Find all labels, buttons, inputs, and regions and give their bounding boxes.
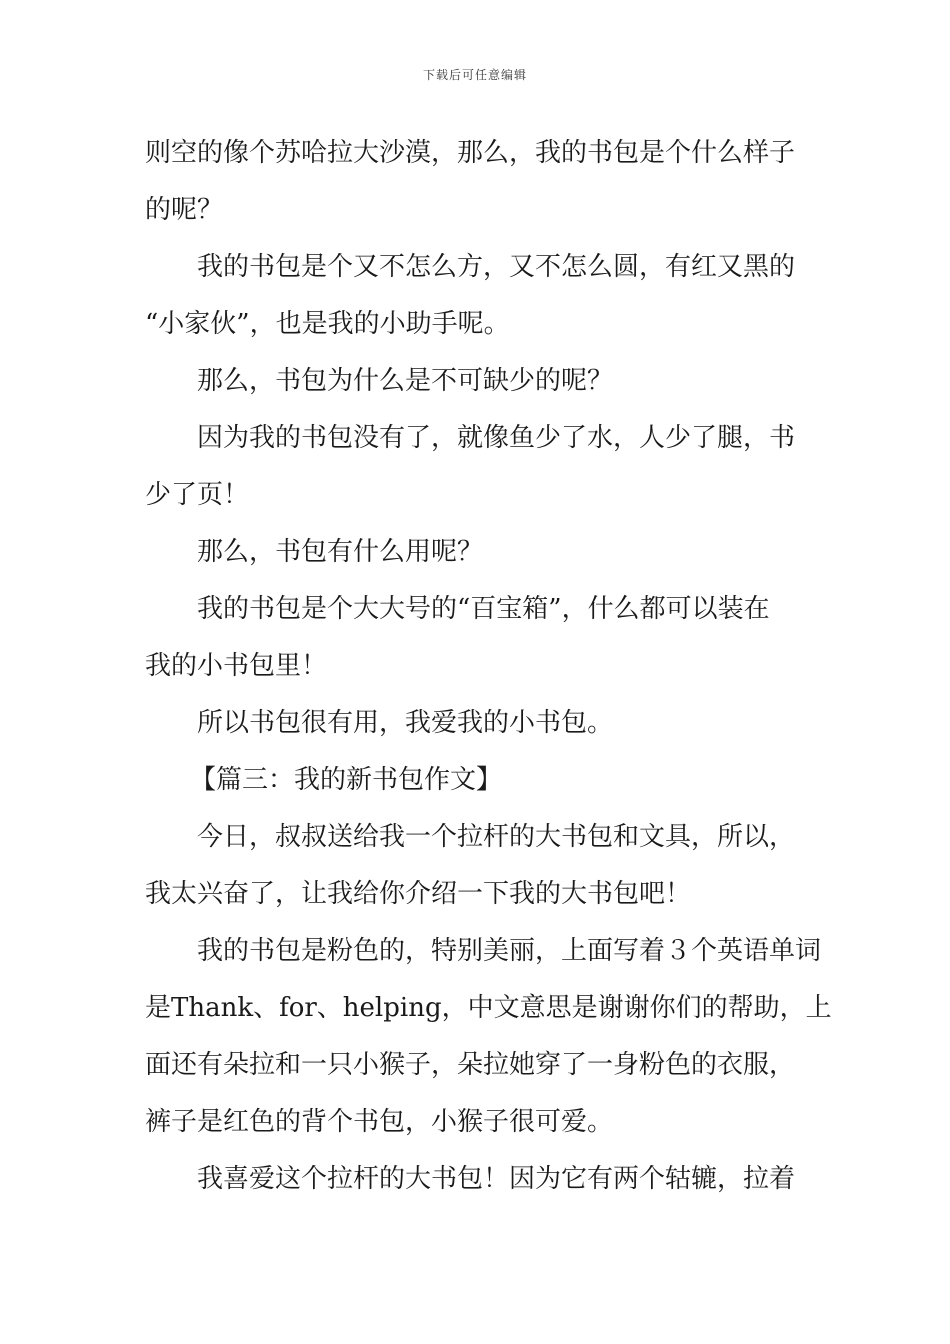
text-line: 那么，书包为什么是不可缺少的呢？ <box>197 366 614 396</box>
text-line: 的呢？ <box>145 195 224 225</box>
header-note: 下载后可任意编辑 <box>422 68 527 82</box>
section-heading: 【篇三：我的新书包作文】 <box>190 765 503 795</box>
text-line: 那么，书包有什么用呢？ <box>197 537 484 567</box>
text-line: 因为我的书包没有了，就像鱼少了水，人少了腿，书 <box>197 423 796 453</box>
text-line: 裤子是红色的背个书包，小猴子很可爱。 <box>145 1107 614 1137</box>
text-line: 所以书包很有用，我爱我的小书包。 <box>197 708 614 738</box>
text-line: 我的书包是个又不怎么方，又不怎么圆，有红又黑的 <box>197 252 796 282</box>
essay-body <box>145 125 832 1208</box>
text-line: “小家伙”，也是我的小助手呢。 <box>145 309 510 339</box>
text-line: 我的书包是个大大号的“百宝箱”，什么都可以装在 <box>197 594 770 624</box>
text-line: 则空的像个苏哈拉大沙漠，那么，我的书包是个什么样子 <box>145 138 796 168</box>
text-line: 我喜爱这个拉杆的大书包！因为它有两个轱辘，拉着 <box>197 1164 796 1194</box>
text-line: 是Thank、for、helping，中文意思是谢谢你们的帮助，上 <box>145 993 832 1023</box>
text-line: 我的书包是粉色的，特别美丽，上面写着３个英语单词 <box>197 936 822 966</box>
text-line: 少了页！ <box>145 480 250 510</box>
text-line: 我的小书包里！ <box>145 651 328 681</box>
text-line: 我太兴奋了，让我给你介绍一下我的大书包吧！ <box>145 879 692 909</box>
text-line: 面还有朵拉和一只小猴子，朵拉她穿了一身粉色的衣服， <box>145 1050 796 1080</box>
text-line: 今日，叔叔送给我一个拉杆的大书包和文具，所以， <box>197 822 796 852</box>
